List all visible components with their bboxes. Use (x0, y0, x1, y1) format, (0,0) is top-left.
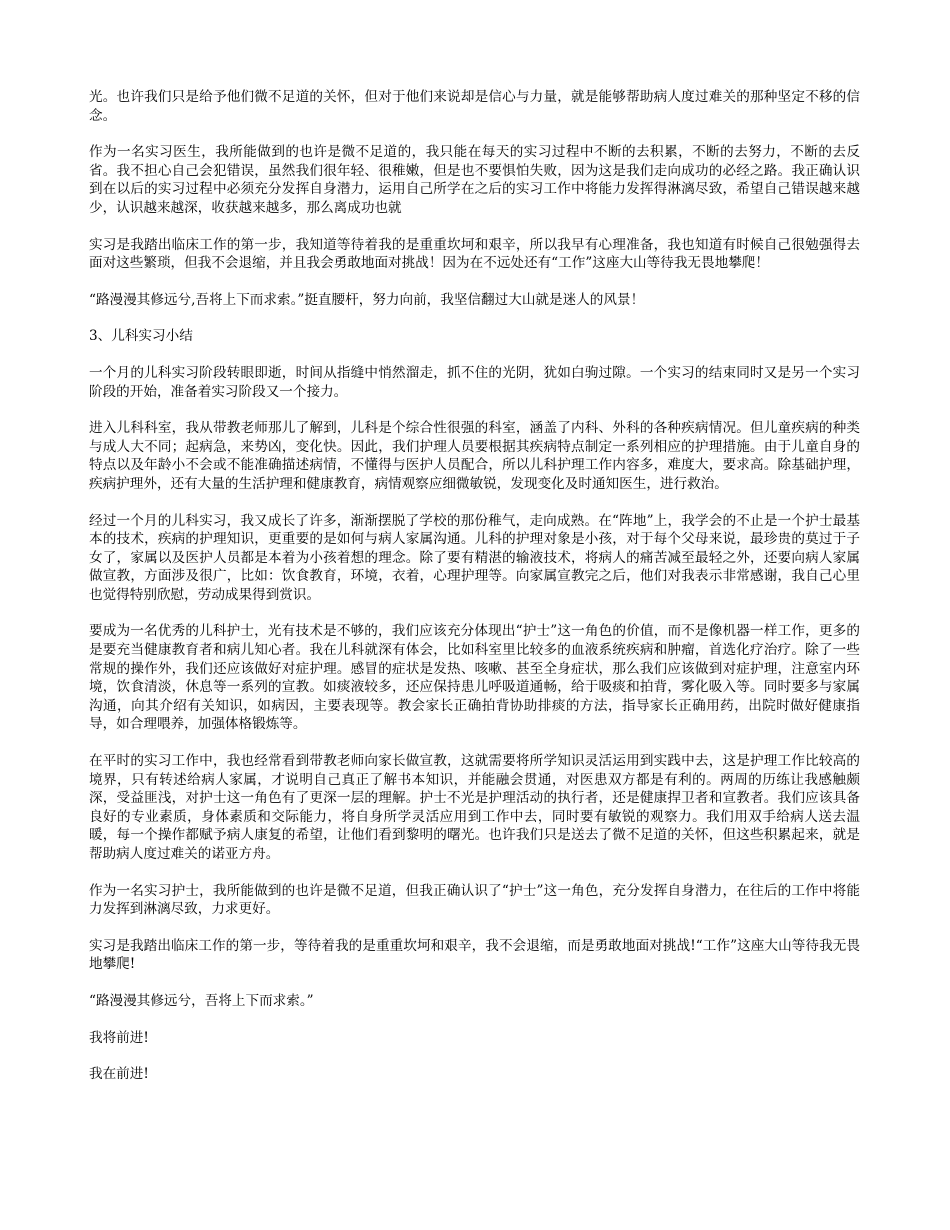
paragraph-growth: 经过一个月的儿科实习，我又成长了许多，渐渐摆脱了学校的那份稚气，走向成熟。在“阵地”上，我学会的不止是一个护士最基本的技术，疾病的护理知识，更重要的是如何与病人家属沟通。儿科的护理对象是小孩，对于每个父母来说，最珍贵的莫过于子女了，家属以及医护人员都是本着为小孩着想的理念。除了要有精湛的输液技术，将病人的痛苦减至最轻之外，还要向病人家属做宣教，方面涉及很广，比如：饮食教育，环境，衣着，心理护理等。向家属宣教完之后，他们对我表示非常感谢，我自己心里也觉得特别欣慰，劳动成果得到赏识。 (89, 512, 860, 603)
paragraph-opening-fragment: 光。也许我们只是给予他们微不足道的关怀，但对于他们来说却是信心与力量，就是能够帮助病人度过难关的那种坚定不移的信念。 (89, 89, 860, 124)
paragraph-enter-pediatrics: 进入儿科科室，我从带教老师那儿了解到，儿科是个综合性很强的科室，涵盖了内科、外科的各种疾病情况。但儿童疾病的种类与成人大不同；起病急，来势凶，变化快。因此，我们护理人员要根据其疾病特点制定一系列相应的护理措施。由于儿童自身的特点以及年龄小不会或不能准确描述病情，不懂得与医护人员配合，所以儿科护理工作内容多，难度大，要求高。除基础护理，疾病护理外，还有大量的生活护理和健康教育，病情观察应细微敏锐，发现变化及时通知医生，进行救治。 (89, 420, 860, 492)
paragraph-first-step-again: 实习是我踏出临床工作的第一步，等待着我的是重重坎坷和艰辛，我不会退缩，而是勇敢地面对挑战!“工作”这座大山等待我无畏地攀爬! (89, 937, 860, 973)
paragraph-excellent-nurse: 要成为一名优秀的儿科护士，光有技术是不够的，我们应该充分体现出“护士”这一角色的价值，而不是像机器一样工作，更多的是要充当健康教育者和病儿知心者。我在儿科就深有体会，比如科室里比较多的血液系统疾病和肿瘤，首选化疗治疗。除了一些常规的操作外，我们还应该做好对症护理。感冒的症状是发热、咳嗽、甚至全身症状，那么我们应该做到对症护理，注意室内环境，饮食清淡，休息等一系列的宣教。如痰液较多，还应保持患儿呼吸道通畅，给于吸痰和拍背，雾化吸入等。同时要多与家属沟通，向其介绍有关知识，如病因，主要表现等。教会家长正确拍背协助排痰的方法，指导家长正确用药，出院时做好健康指导，如合理喂养，加强体格锻炼等。 (89, 623, 860, 733)
paragraph-advancing: 我在前进! (89, 1066, 149, 1083)
paragraph-intern-nurse: 作为一名实习护士，我所能做到的也许是微不足道，但我正确认识了“护士”这一角色，充分发挥自身潜力，在往后的工作中将能力发挥到淋漓尽致，力求更好。 (89, 882, 860, 918)
paragraph-quote: “路漫漫其修远兮，吾将上下而求索。” (89, 992, 314, 1009)
paragraph-will-advance: 我将前进! (89, 1029, 149, 1046)
document-body (89, 88, 860, 1102)
paragraph-month-passed: 一个月的儿科实习阶段转眼即逝，时间从指缝中悄然溜走，抓不住的光阴，犹如白驹过隙。一个实习的结束同时又是另一个实习阶段的开始，准备着实习阶段又一个接力。 (89, 364, 860, 400)
paragraph-intern-doctor: 作为一名实习医生，我所能做到的也许是微不足道的，我只能在每天的实习过程中不断的去积累，不断的去努力，不断的去反省。我不担心自己会犯错误，虽然我们很年轻、很稚嫩，但是也不要惧怕失败，因为这是我们走向成功的必经之路。我正确认识到在以后的实习过程中必须充分发挥自身潜力，运用自己所学在之后的实习工作中将能力发挥得淋漓尽致，希望自己错误越来越少，认识越来越深，收获越来越多，那么离成功也就 (89, 144, 860, 216)
paragraph-daily-work: 在平时的实习工作中，我也经常看到带教老师向家长做宣教，这就需要将所学知识灵活运用到实践中去，这是护理工作比较高的境界，只有转述给病人家属，才说明自己真正了解书本知识，并能融会贯通，对医患双方都是有利的。两周的历练让我感触颇深，受益匪浅，对护士这一角色有了更深一层的理解。护士不光是护理活动的执行者，还是健康捍卫者和宣教者。我们应该具备良好的专业素质，身体素质和交际能力，将自身所学灵活应用到工作中去，同时要有敏锐的观察力。我们用双手给病人送去温暖，每一个操作都赋予病人康复的希望，让他们看到黎明的曙光。也许我们只是送去了微不足道的关怀，但这些积累起来，就是帮助病人度过难关的诺亚方舟。 (89, 753, 860, 862)
section-heading-pediatrics: 3、儿科实习小结 (89, 328, 193, 345)
paragraph-quote-mountain: “路漫漫其修远兮,吾将上下而求索。”挺直腰杆，努力向前，我坚信翻过大山就是迷人的风景！ (89, 291, 645, 308)
paragraph-first-step: 实习是我踏出临床工作的第一步，我知道等待着我的是重重坎坷和艰辛，所以我早有心理准备，我也知道有时候自己很勉强得去面对这些繁琐，但我不会退缩，并且我会勇敢地面对挑战！因为在不远处还有“工作”这座大山等待我无畏地攀爬！ (89, 236, 860, 272)
